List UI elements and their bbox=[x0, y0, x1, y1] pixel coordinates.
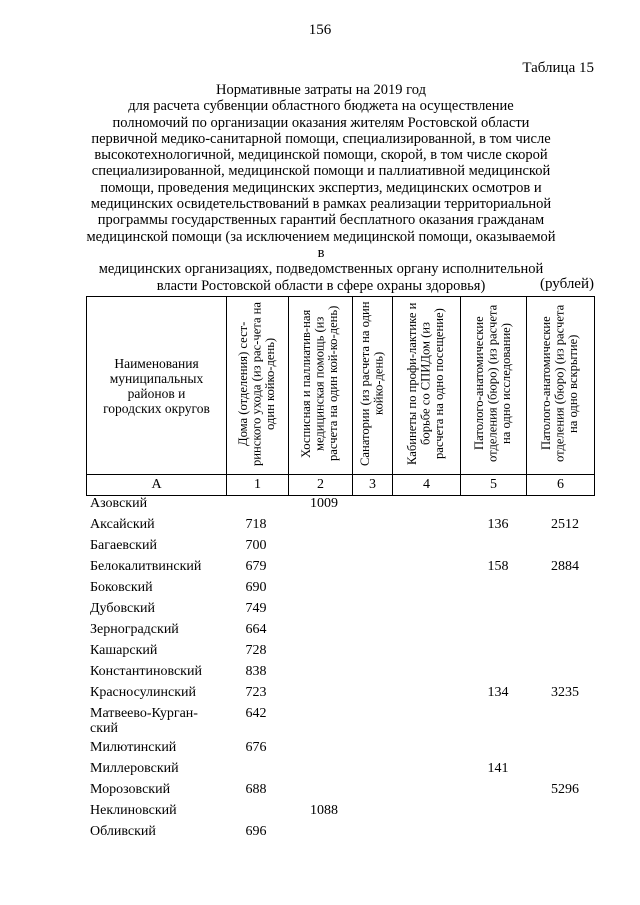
row-name: Неклиновский bbox=[90, 803, 177, 818]
table-cell: 676 bbox=[245, 740, 267, 755]
title-line: медицинских освидетельствований в рамках реализации территориальной bbox=[90, 196, 552, 213]
header-number: 1 bbox=[227, 475, 289, 496]
header-number: 3 bbox=[353, 475, 393, 496]
table-label: Таблица 15 bbox=[522, 60, 594, 76]
table-cell: 2884 bbox=[551, 559, 579, 574]
table-cell: 1088 bbox=[310, 803, 338, 818]
header-number: 2 bbox=[289, 475, 353, 496]
row-name: Константиновский bbox=[90, 664, 202, 679]
units-label: (рублей) bbox=[539, 276, 594, 292]
table-cell: 690 bbox=[245, 580, 267, 595]
row-name: Матвеево-Курган- ский bbox=[90, 706, 198, 736]
title-line: Нормативные затраты на 2019 год bbox=[216, 82, 426, 98]
table-title bbox=[86, 82, 556, 294]
table-cell: 5296 bbox=[551, 782, 579, 797]
title-line: помощи, проведения медицинских экспертиз, медицинских осмотров и bbox=[100, 179, 542, 196]
row-name: Миллеровский bbox=[90, 761, 179, 776]
title-line: медицинской помощи (за исключением медицинской помощи, оказываемой в bbox=[86, 228, 556, 261]
table-cell: 1009 bbox=[310, 496, 338, 511]
table-cell: 2512 bbox=[551, 517, 579, 532]
table-cell: 141 bbox=[487, 761, 509, 776]
header-number: 6 bbox=[527, 475, 595, 496]
title-line: программы государственных гарантий бесплатного оказания гражданам bbox=[97, 212, 545, 229]
table-cell: 679 bbox=[245, 559, 267, 574]
row-name: Белокалитвинский bbox=[90, 559, 202, 574]
title-line: специализированной, медицинской помощи и паллиативной медицинской bbox=[91, 163, 551, 180]
table-cell: 696 bbox=[245, 824, 267, 839]
header-col-2: Хосписная и паллиатив-ная медицинская помощь (из расчета на один кой-ко-день) bbox=[289, 297, 353, 475]
header-number: 5 bbox=[461, 475, 527, 496]
row-name: Милютинский bbox=[90, 740, 177, 755]
title-line: высокотехнологичной, медицинской помощи, скорой, в том числе скорой bbox=[94, 147, 548, 164]
table-cell: 136 bbox=[487, 517, 509, 532]
table-cell: 664 bbox=[245, 622, 267, 637]
title-line: полномочий по организации оказания жителям Ростовской области bbox=[112, 114, 530, 131]
row-name: Красносулинский bbox=[90, 685, 196, 700]
row-name: Обливский bbox=[90, 824, 156, 839]
table-cell: 718 bbox=[245, 517, 267, 532]
row-name: Боковский bbox=[90, 580, 153, 595]
header-col-5: Патолого-анатомические отделения (бюро) (из расчета на одно исследование) bbox=[461, 297, 527, 475]
table-cell: 134 bbox=[487, 685, 509, 700]
header-col-1: Дома (отделения) сест-ринского ухода (из рас-чета на один койко-день) bbox=[227, 297, 289, 475]
table-cell: 688 bbox=[245, 782, 267, 797]
header-col-6: Патолого-анатомические отделения (бюро) (из расчета на одно вскрытие) bbox=[527, 297, 595, 475]
table-cell: 838 bbox=[245, 664, 267, 679]
row-name: Кашарский bbox=[90, 643, 158, 658]
table-header bbox=[86, 296, 595, 496]
header-col-4: Кабинеты по профи-лактике и борьбе со СПИДом (из расчета на одно посещение) bbox=[393, 297, 461, 475]
page-number: 156 bbox=[308, 22, 332, 38]
row-name: Аксайский bbox=[90, 517, 155, 532]
header-number: А bbox=[87, 475, 227, 496]
header-name-column: Наименования муниципальных районов и городских округов bbox=[87, 297, 227, 475]
table-cell: 700 bbox=[245, 538, 267, 553]
header-col-3: Санатории (из расчета на один койко-день) bbox=[353, 297, 393, 475]
title-line: первичной медико-санитарной помощи, специализированной, в том числе bbox=[91, 130, 551, 147]
row-name: Азовский bbox=[90, 496, 148, 511]
table-cell: 158 bbox=[487, 559, 509, 574]
row-name: Дубовский bbox=[90, 601, 156, 616]
table-cell: 3235 bbox=[551, 685, 579, 700]
row-name: Зерноградский bbox=[90, 622, 179, 637]
header-number: 4 bbox=[393, 475, 461, 496]
title-line: власти Ростовской области в сфере охраны здоровья) bbox=[156, 277, 486, 294]
row-name: Багаевский bbox=[90, 538, 157, 553]
row-name: Морозовский bbox=[90, 782, 171, 797]
title-line: медицинских организациях, подведомственных органу исполнительной bbox=[98, 261, 544, 278]
title-line: для расчета субвенции областного бюджета на осуществление bbox=[128, 98, 514, 115]
table-cell: 728 bbox=[245, 643, 267, 658]
table-cell: 749 bbox=[245, 601, 267, 616]
table-cell: 723 bbox=[245, 685, 267, 700]
table-cell: 642 bbox=[245, 706, 267, 721]
